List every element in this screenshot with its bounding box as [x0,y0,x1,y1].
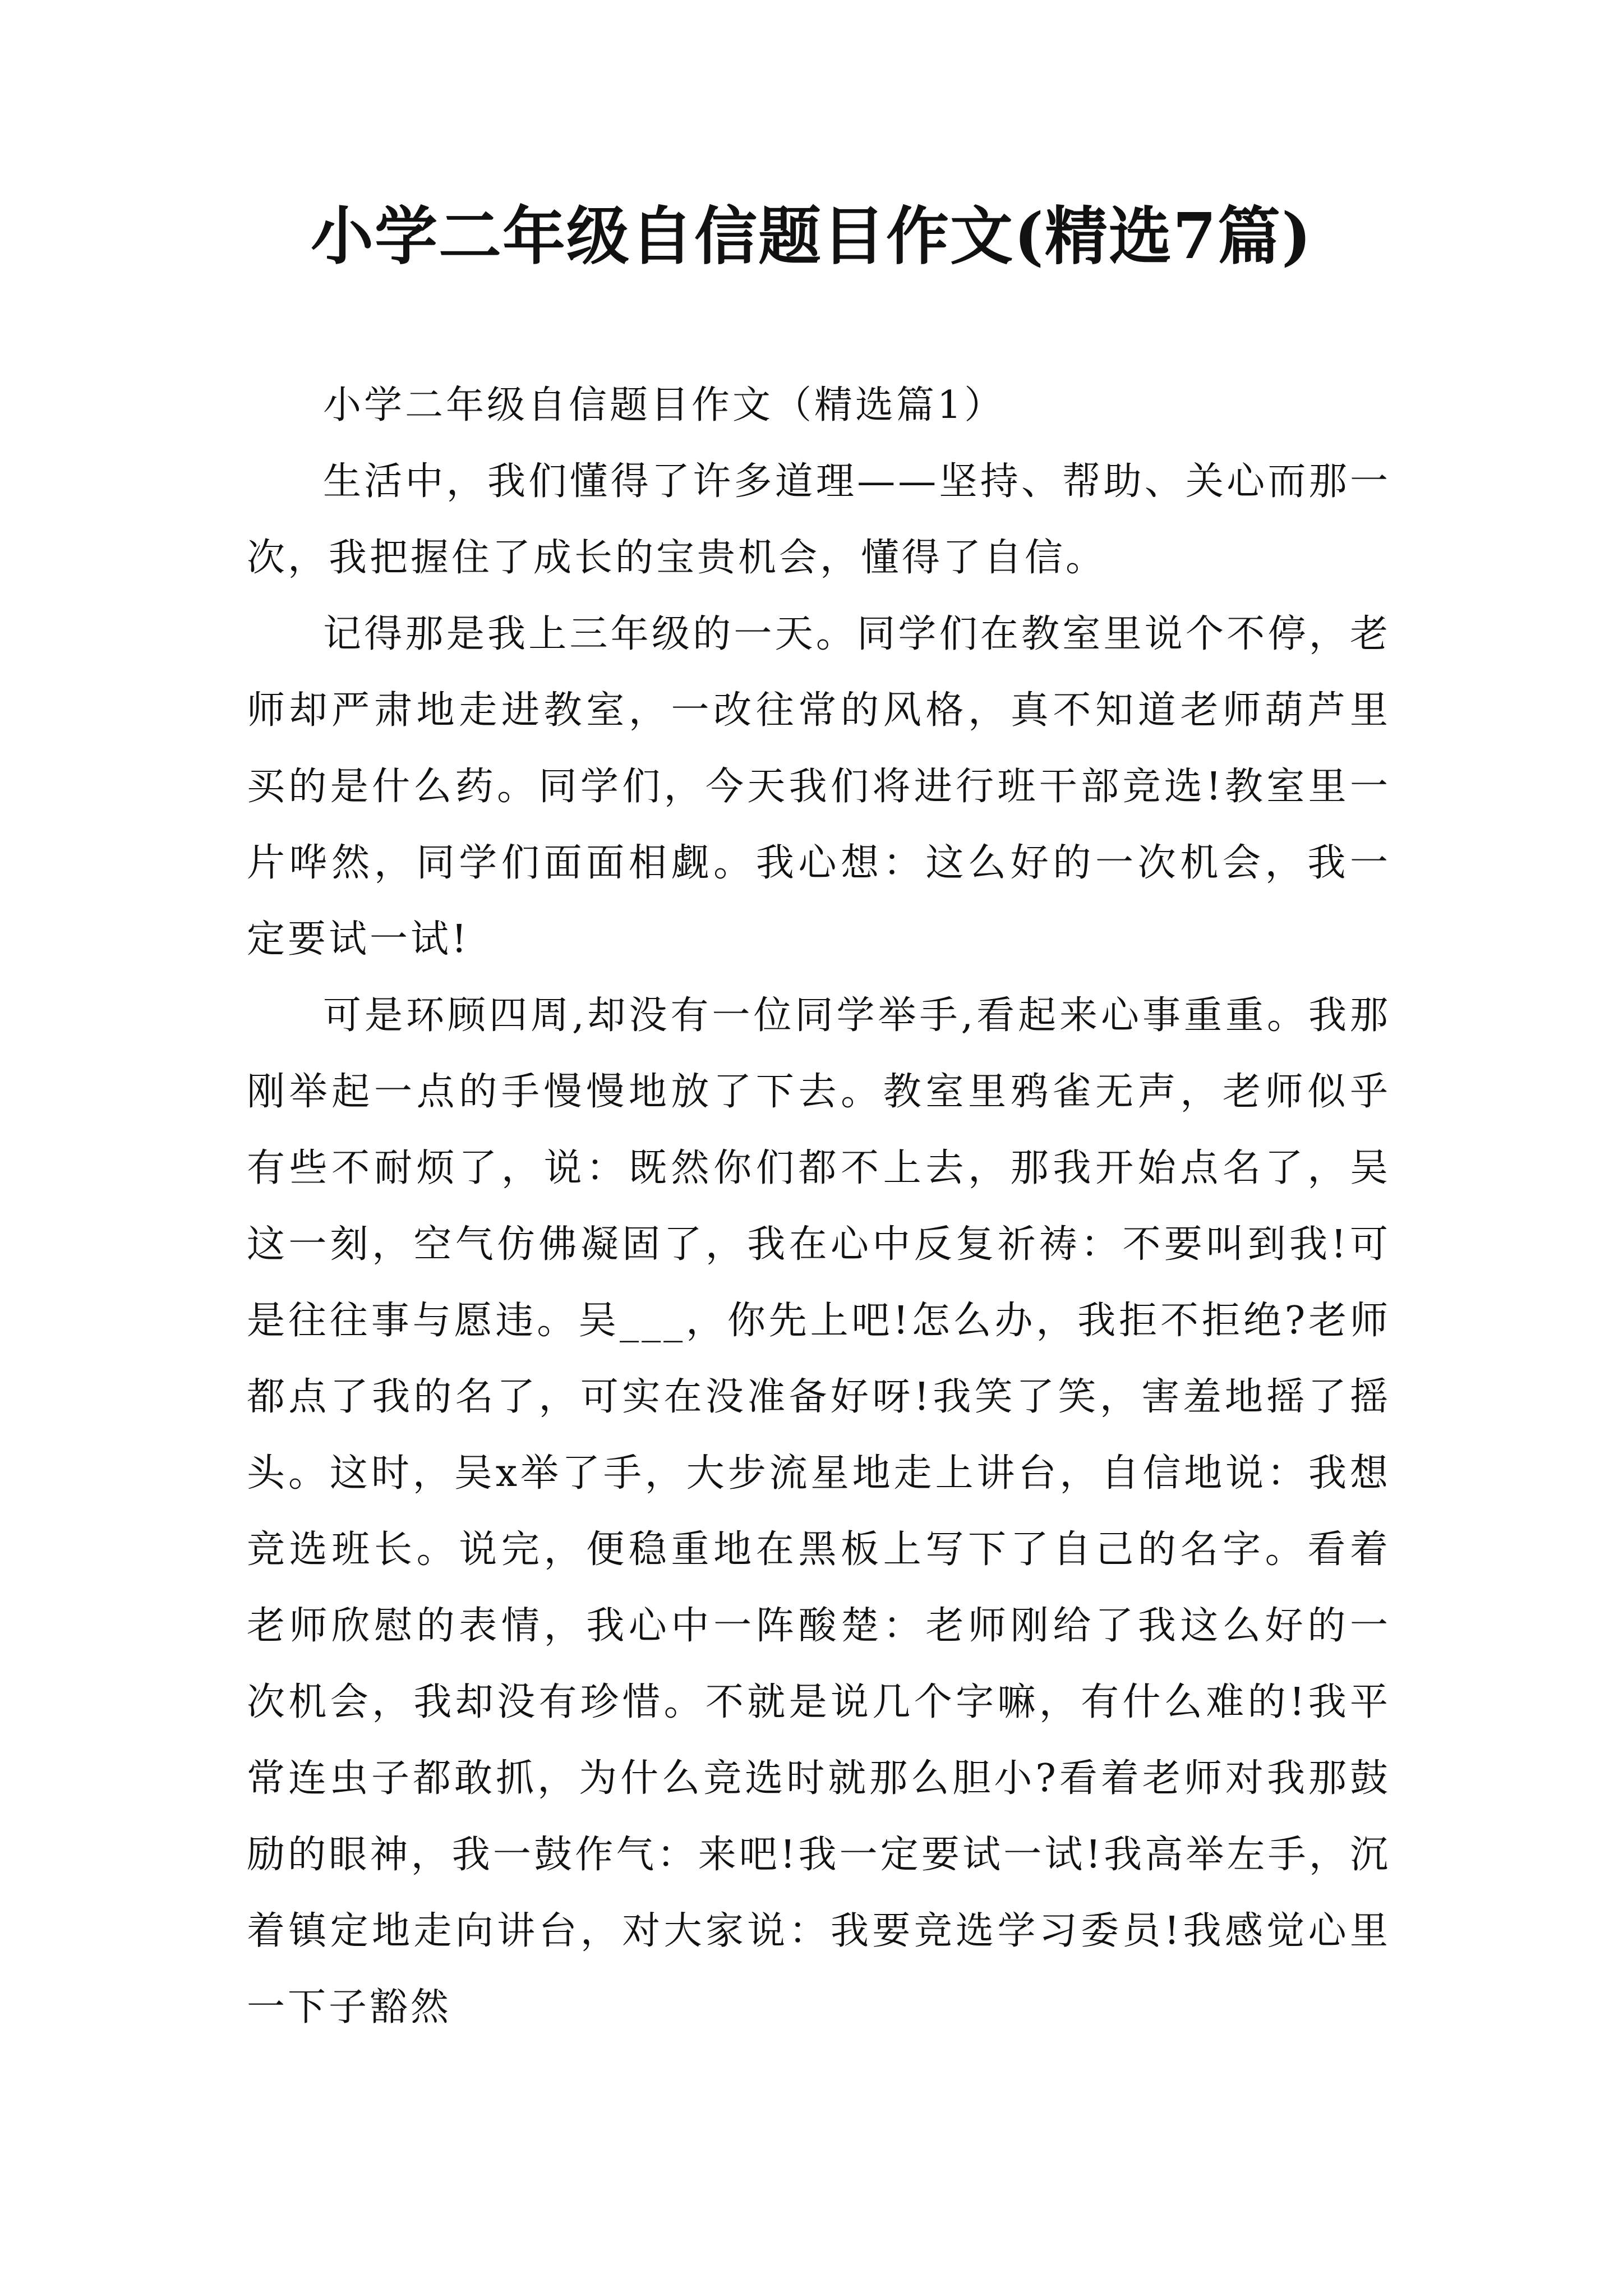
paragraph: 记得那是我上三年级的一天。同学们在教室里说个不停，老师却严肃地走进教室，一改往常的风格，真不知道老师葫芦里买的是什么药。同学们，今天我们将进行班干部竞选!教室里一片哗然，同学们面面相觑。我心想：这么好的一次机会，我一定要试一试! [247,612,1391,961]
document-title: 小学二年级自信题目作文(精选7篇) [311,200,1312,273]
paragraph: 生活中，我们懂得了许多道理——坚持、帮助、关心而那一次，我把握住了成长的宝贵机会，懂得了自信。 [247,459,1391,580]
paragraph: 可是环顾四周,却没有一位同学举手,看起来心事重重。我那刚举起一点的手慢慢地放了下去。教室里鸦雀无声，老师似乎有些不耐烦了，说：既然你们都不上去，那我开始点名了，吴这一刻，空气仿佛凝固了，我在心中反复祈祷：不要叫到我!可是往往事与愿违。吴___，你先上吧!怎么办，我拒不拒绝?老师都点了我的名了，可实在没准备好呀!我笑了笑，害羞地摇了摇头。这时，吴x举了手，大步流星地走上讲台，自信地说：我想竞选班长。说完，便稳重地在黑板上写下了自己的名字。看着老师欣慰的表情，我心中一阵酸楚：老师刚给了我这么好的一次机会，我却没有珍惜。不就是说几个字嘛，有什么难的!我平常连虫子都敢抓，为什么竞选时就那么胆小?看着老师对我那鼓励的眼神，我一鼓作气：来吧!我一定要试一试!我高举左手，沉着镇定地走向讲台，对大家说：我要竞选学习委员!我感觉心里一下子豁然 [247,993,1391,2030]
document-body [247,367,1391,2046]
section-heading: 小学二年级自信题目作文（精选篇1） [323,383,1006,427]
